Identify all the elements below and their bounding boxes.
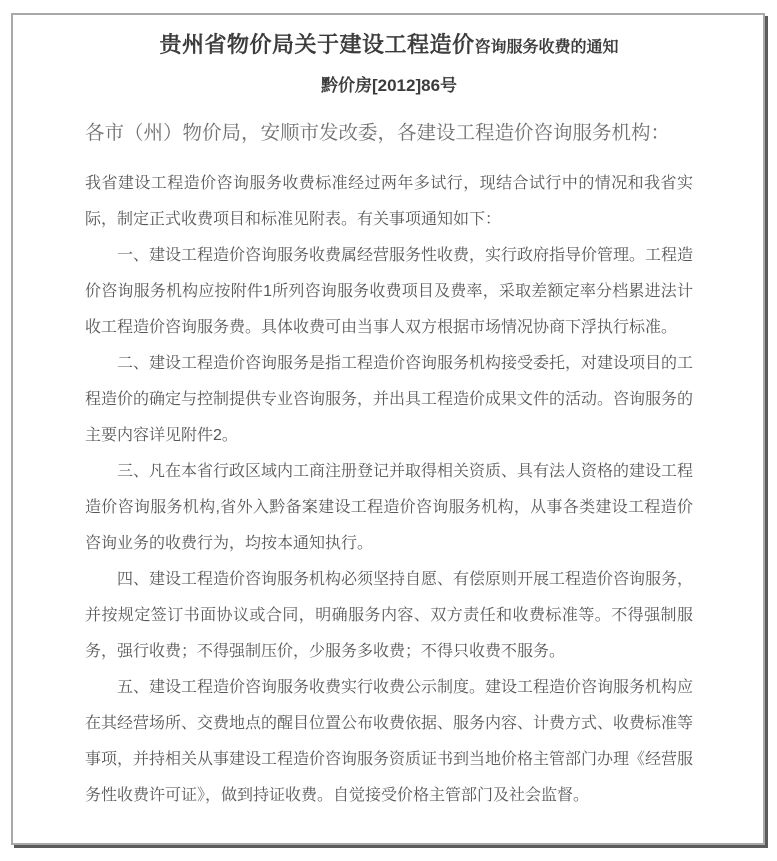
paragraph-item-4: 四、建设工程造价咨询服务机构必须坚持自愿、有偿原则开展工程造价咨询服务，并按规定签订书面协议或合同，明确服务内容、双方责任和收费标准等。不得强制服务，强行收费；不得强制压价，少服务多收费；不得只收费不服务。 — [85, 571, 694, 660]
paragraph-item-3: 三、凡在本省行政区域内工商注册登记并取得相关资质、具有法人资格的建设工程造价咨询服务机构,省外入黔备案建设工程造价咨询服务机构，从事各类建设工程造价咨询业务的收费行为，均按本通知执行。 — [85, 463, 694, 552]
notice-title-main: 贵州省物价局关于建设工程造价 — [159, 32, 475, 57]
notice-body — [85, 166, 693, 814]
document-number: 黔价房[2012]86号 — [320, 76, 458, 95]
paragraph-intro: 我省建设工程造价咨询服务收费标准经过两年多试行，现结合试行中的情况和我省实际，制定正式收费项目和标准见附表。有关事项通知如下： — [85, 175, 693, 228]
notice-title — [85, 28, 693, 59]
notice-title-sub: 咨询服务收费的通知 — [474, 39, 619, 56]
salutation: 各市（州）物价局，安顺市发改委，各建设工程造价咨询服务机构： — [85, 122, 671, 144]
document-frame — [11, 13, 765, 845]
paragraph-item-2: 二、建设工程造价咨询服务是指工程造价咨询服务机构接受委托，对建设项目的工程造价的确定与控制提供专业咨询服务，并出具工程造价成果文件的活动。咨询服务的主要内容详见附件2。 — [85, 355, 694, 444]
paragraph-item-1: 一、建设工程造价咨询服务收费属经营服务性收费，实行政府指导价管理。工程造价咨询服务机构应按附件1所列咨询服务收费项目及费率，采取差额定率分档累进法计收工程造价咨询服务费。具体收费可由当事人双方根据市场情况协商下浮执行标准。 — [85, 247, 694, 336]
paragraph-item-5: 五、建设工程造价咨询服务收费实行收费公示制度。建设工程造价咨询服务机构应在其经营场所、交费地点的醒目位置公布收费依据、服务内容、计费方式、收费标准等事项，并持相关从事建设工程造价咨询服务资质证书到当地价格主管部门办理《经营服务性收费许可证》，做到持证收费。自觉接受价格主管部门及社会监督。 — [85, 679, 694, 804]
